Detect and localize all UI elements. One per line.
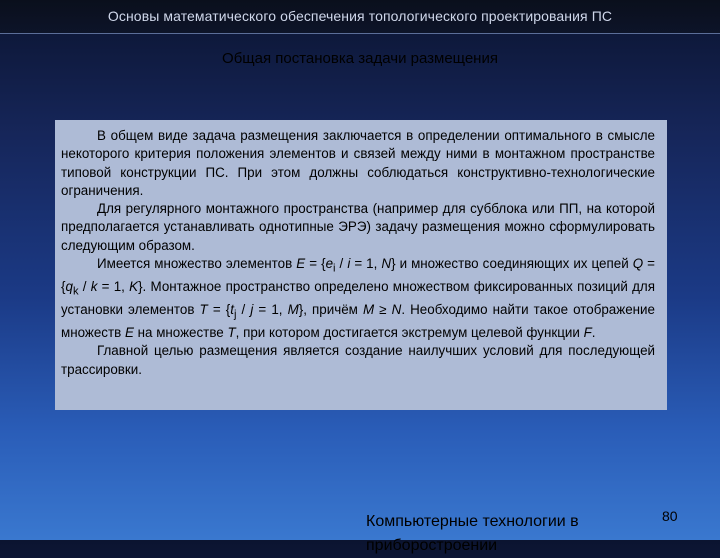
text-run: на множестве — [133, 324, 228, 340]
text-run: / — [335, 256, 348, 272]
index-symbol: k — [90, 279, 98, 295]
text-run: . Необходимо найти такое отображение множеств — [61, 302, 655, 340]
paragraph-4: Главной целью размещения является создание наилучших условий для последующей трассировки. — [61, 343, 655, 377]
text-run: = 1, — [97, 279, 130, 295]
set-symbol: E — [124, 324, 134, 340]
text-run: = { — [207, 302, 231, 318]
text-run: = { — [61, 256, 655, 295]
header-title: Основы математического обеспечения топологического проектирования ПС — [107, 8, 613, 24]
count-symbol: K — [129, 279, 139, 295]
set-symbol: T — [227, 324, 236, 340]
element-symbol: q — [65, 279, 73, 295]
set-symbol: E — [296, 256, 306, 272]
subscript: j — [233, 308, 237, 321]
set-symbol: Q — [632, 256, 644, 272]
text-run: / — [78, 279, 91, 295]
text-run: = 1, — [253, 302, 288, 318]
text-run: }, причём — [298, 302, 363, 318]
body-text — [61, 127, 655, 379]
text-run: Имеется множество элементов — [97, 256, 293, 272]
count-symbol: N — [381, 256, 392, 272]
paragraph-1: В общем виде задача размещения заключается в определении оптимального в смысле некоторого критерия положения элементов и связей между ними в монтажном пространстве типовой конструкции ПС. При этом должны соблюдаться конструктивно-технологические ограничения. — [61, 128, 655, 198]
subscript: k — [72, 285, 79, 298]
element-symbol: e — [325, 256, 334, 272]
text-run: ≥ — [374, 302, 392, 318]
text-run: }. Монтажное пространство определено множеством фиксированных позиций для установки элементов — [61, 279, 656, 318]
set-symbol: T — [199, 302, 208, 318]
index-symbol: i — [347, 256, 351, 272]
index-symbol: j — [250, 302, 254, 318]
count-symbol: M — [362, 302, 375, 318]
text-run: / — [236, 302, 251, 318]
text-run: , при котором достигается экстремум целевой функции — [235, 324, 584, 340]
slide-title: Общая постановка задачи размещения — [222, 50, 498, 67]
count-symbol: N — [391, 302, 402, 318]
function-symbol: F — [583, 324, 592, 340]
text-run: = { — [305, 256, 326, 272]
subscript: i — [333, 262, 336, 275]
count-symbol: M — [287, 302, 299, 318]
element-symbol: t — [230, 302, 234, 318]
paragraph-2: Для регулярного монтажного пространства (например для субблока или ПП, на которой предполагается устанавливать однотипные ЭРЭ) задачу размещения можно сформулировать следующим образом. — [61, 201, 655, 253]
page-number: 80 — [662, 508, 678, 524]
text-run: } и множество соединяющих их цепей — [391, 256, 633, 272]
text-run: = 1, — [350, 256, 382, 272]
footer-text: Компьютерные технологии в приборостроении — [366, 513, 579, 554]
text-run: . — [591, 324, 596, 340]
header-divider — [0, 33, 720, 34]
paragraph-3 — [61, 255, 655, 342]
